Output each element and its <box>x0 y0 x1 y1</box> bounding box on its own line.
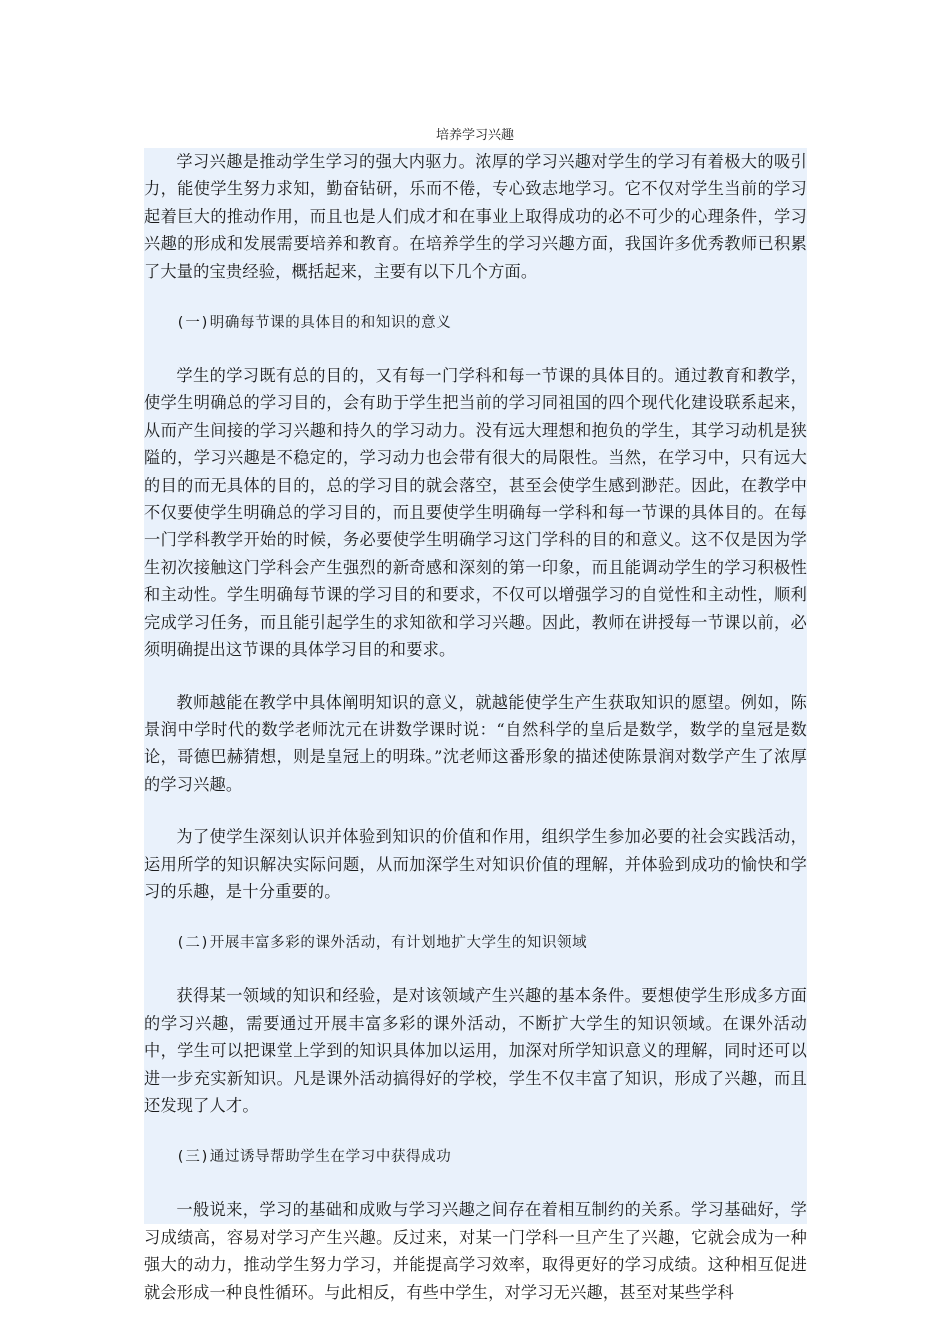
section-3-heading: (三)通过诱导帮助学生在学习中获得成功 <box>176 1149 452 1166</box>
spacer <box>144 956 807 982</box>
spacer <box>144 1170 807 1196</box>
intro-paragraph: 学习兴趣是推动学生学习的强大内驱力。浓厚的学习兴趣对学生的学习有着极大的吸引力，能使学生努力求知，勤奋钻研，乐而不倦，专心致志地学习。它不仅对学生当前的学习起着巨大的推动作用，而且也是人们成才和在事业上取得成功的必不可少的心理条件，学习兴趣的形成和发展需要培养和教育。在培养学生的学习兴趣方面，我国许多优秀教师已积累了大量的宝贵经验，概括起来，主要有以下几个方面。 <box>144 152 807 281</box>
spacer <box>144 1119 807 1144</box>
spacer <box>144 336 807 362</box>
spacer <box>144 285 807 310</box>
section-1-heading: (一)明确每节课的具体目的和知识的意义 <box>176 315 452 332</box>
section-2-heading: (二)开展丰富多彩的课外活动，有计划地扩大学生的知识领域 <box>176 935 588 952</box>
spacer <box>144 664 807 689</box>
section-1-paragraph-2: 教师越能在教学中具体阐明知识的意义，就越能使学生产生获取知识的愿望。例如，陈景润中学时代的数学老师沈元在讲数学课时说：“自然科学的皇后是数学，数学的皇冠是数论，哥德巴赫猜想，则是皇冠上的明珠。”沈老师这番形象的描述使陈景润对数学产生了浓厚的学习兴趣。 <box>144 692 807 794</box>
section-3-paragraph-1: 一般说来，学习的基础和成败与学习兴趣之间存在着相互制约的关系。学习基础好，学习成绩高，容易对学习产生兴趣。反过来，对某一门学科一旦产生了兴趣，它就会成为一种强大的动力，推动学生努力学习，并能提高学习效率，取得更好的学习成绩。这种相互促进就会形成一种良性循环。与此相反，有些中学生，对学习无兴趣，甚至对某些学科 <box>144 1200 807 1302</box>
section-2-paragraph-1: 获得某一领域的知识和经验，是对该领域产生兴趣的基本条件。要想使学生形成多方面的学习兴趣，需要通过开展丰富多彩的课外活动，不断扩大学生的知识领域。在课外活动中，学生可以把课堂上学到的知识具体加以运用，加深对所学知识意义的理解，同时还可以进一步充实新知识。凡是课外活动搞得好的学校，学生不仅丰富了知识，形成了兴趣，而且还发现了人才。 <box>144 986 807 1115</box>
spacer <box>144 798 807 823</box>
document-title: 培养学习兴趣 <box>435 128 514 143</box>
section-1-paragraph-3: 为了使学生深刻认识并体验到知识的价值和作用，组织学生参加必要的社会实践活动，运用所学的知识解决实际问题，从而加深学生对知识价值的理解，并体验到成功的愉快和学习的乐趣，是十分重要的。 <box>144 827 807 901</box>
section-1-paragraph-1: 学生的学习既有总的目的，又有每一门学科和每一节课的具体目的。通过教育和教学，使学生明确总的学习目的，会有助于学生把当前的学习同祖国的四个现代化建设联系起来，从而产生间接的学习兴趣和持久的学习动力。没有远大理想和抱负的学生，其学习动机是狭隘的，学习兴趣是不稳定的，学习动力也会带有很大的局限性。当然，在学习中，只有远大的目的而无具体的目的，总的学习目的就会落空，甚至会使学生感到渺茫。因此，在教学中不仅要使学生明确总的学习目的，而且要使学生明确每一学科和每一节课的具体目的。在每一门学科教学开始的时候，务必要使学生明确学习这门学科的目的和意义。这不仅是因为学生初次接触这门学科会产生强烈的新奇感和深刻的第一印象，而且能调动学生的学习积极性和主动性。学生明确每节课的学习目的和要求，不仅可以增强学习的自觉性和主动性，顺利完成学习任务，而且能引起学生的求知欲和学习兴趣。因此，教师在讲授每一节课以前，必须明确提出这节课的具体学习目的和要求。 <box>144 366 807 660</box>
spacer <box>144 905 807 930</box>
document-body <box>144 148 807 1302</box>
